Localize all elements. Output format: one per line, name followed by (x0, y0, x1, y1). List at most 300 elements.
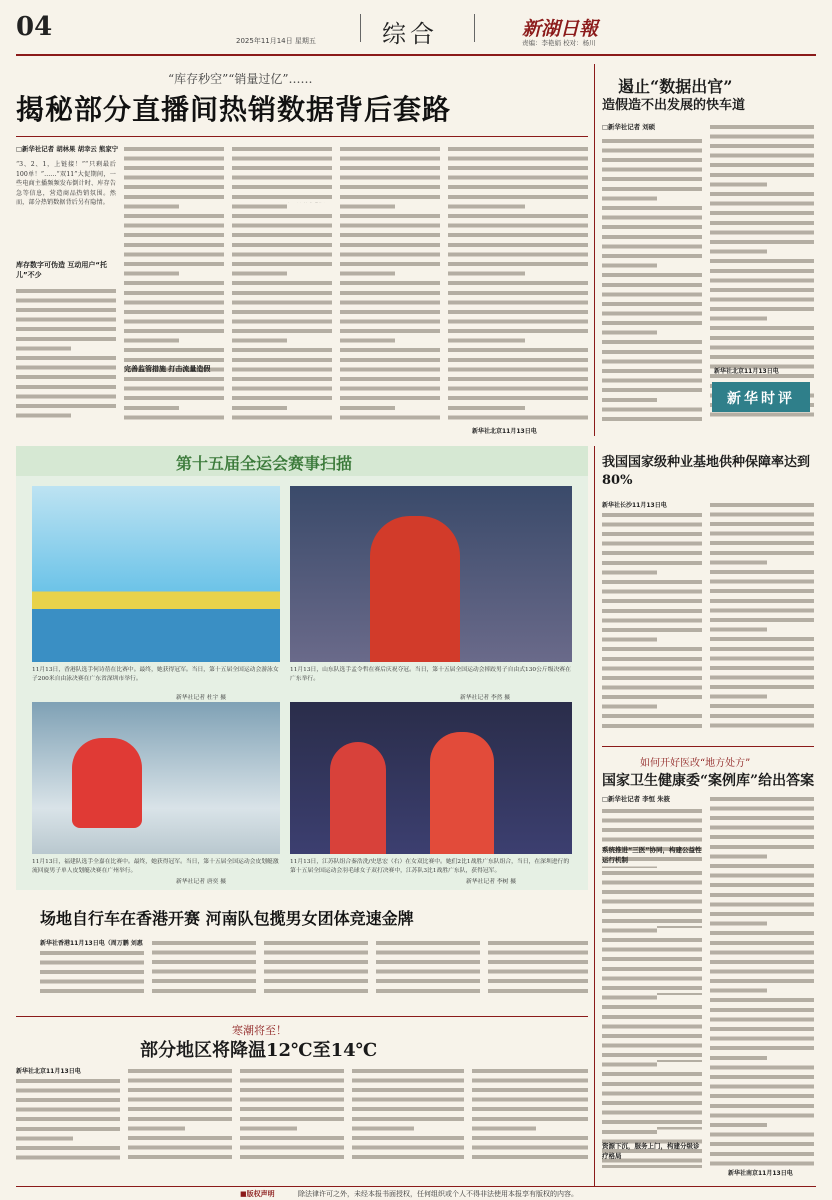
text-line (710, 529, 814, 539)
health-column-2 (710, 794, 814, 1168)
text-line (232, 278, 332, 288)
text-line (602, 616, 702, 626)
text-line (352, 1066, 464, 1076)
text-line (376, 967, 480, 977)
text-line (710, 673, 814, 683)
text-line (124, 403, 179, 413)
lead-kicker: “库存秒空”“销量过亿”…… (168, 72, 313, 86)
text-line (488, 938, 588, 948)
text-line (40, 948, 144, 958)
text-line (16, 401, 116, 411)
text-line (124, 144, 224, 154)
text-line (602, 251, 702, 261)
text-line (124, 384, 224, 394)
text-line (340, 230, 440, 240)
text-line (340, 173, 440, 183)
text-line (448, 269, 525, 279)
text-line (602, 587, 702, 597)
text-line (340, 221, 440, 231)
text-line (124, 317, 224, 327)
photo-badminton (290, 702, 572, 854)
weather-column-3 (240, 1066, 344, 1162)
text-line (710, 343, 814, 353)
text-line (124, 288, 224, 298)
text-line (232, 250, 332, 260)
text-line (602, 1022, 702, 1032)
text-line (448, 173, 588, 183)
text-line (472, 1076, 588, 1086)
text-line (152, 986, 256, 996)
text-line (240, 1104, 344, 1114)
health-headline: 国家卫生健康委“案例库”给出答案 (602, 773, 815, 789)
cycling-dateline: 新华社香港11月13日电（周万鹏 刘惠 (40, 940, 143, 947)
cycling-column-3 (264, 938, 368, 996)
text-line (340, 182, 440, 192)
masthead (0, 0, 832, 52)
text-line (710, 1130, 814, 1140)
editors-line: 责编：李艳娟 校对：杨川 (522, 39, 596, 47)
text-line (710, 644, 814, 654)
text-line (602, 405, 702, 415)
cycling-column-2 (152, 938, 256, 996)
text-line (352, 1124, 414, 1134)
text-line (128, 1066, 232, 1076)
text-line (602, 887, 702, 897)
text-line (602, 328, 657, 338)
text-line (124, 173, 224, 183)
text-line (124, 259, 224, 269)
text-line (448, 230, 588, 240)
text-line (710, 909, 814, 919)
text-line (340, 374, 440, 384)
text-line (240, 1152, 344, 1162)
text-line (124, 393, 224, 403)
text-line (710, 663, 814, 673)
text-line (448, 259, 588, 269)
text-line (710, 1034, 814, 1044)
weather-column-5 (472, 1066, 588, 1162)
text-line (710, 794, 814, 804)
text-line (602, 1089, 702, 1099)
text-line (710, 266, 814, 276)
text-line (488, 976, 588, 986)
text-line (710, 314, 767, 324)
text-line (352, 1114, 464, 1124)
text-line (602, 309, 702, 319)
text-line (232, 317, 332, 327)
text-line (602, 993, 657, 1003)
text-line (602, 203, 702, 213)
text-line (124, 298, 224, 308)
text-line (232, 154, 332, 164)
text-line (602, 721, 702, 731)
photo-caption-3: 11月13日，福建队选手全嘉在比赛中。最终，她获得冠军。当日，第十五届全国运动会皮划艇激流回旋男子单人皮划艇决赛在广州举行。 (32, 859, 279, 874)
text-line (710, 880, 814, 890)
text-line (124, 240, 224, 250)
text-line (232, 413, 332, 423)
photo-credit-2: 新华社记者 李然 摄 (460, 695, 511, 701)
text-line (448, 221, 588, 231)
text-line (264, 986, 368, 996)
text-line (340, 154, 440, 164)
text-line (710, 1149, 814, 1159)
text-line (602, 539, 702, 549)
text-line (710, 606, 814, 616)
text-line (232, 192, 332, 202)
text-line (602, 1012, 702, 1022)
text-line (602, 261, 657, 271)
text-line (340, 163, 440, 173)
text-line (602, 1050, 702, 1060)
text-line (602, 184, 702, 194)
player-figure-right (430, 732, 494, 854)
text-line (710, 538, 814, 548)
text-line (124, 192, 224, 202)
text-line (710, 247, 767, 257)
text-line (710, 256, 814, 266)
text-line (128, 1133, 232, 1143)
text-line (710, 1024, 814, 1034)
text-line (448, 288, 588, 298)
weather-rule (16, 1016, 588, 1017)
text-line (232, 345, 332, 355)
text-line (240, 1066, 344, 1076)
text-line (124, 154, 224, 164)
text-line (16, 1095, 120, 1105)
text-line (710, 1082, 814, 1092)
photo-caption-2: 11月13日，山东队选手孟令哲在赛后庆祝夺冠。当日，第十五届全国运动会摔跤男子自由式130公斤级决赛在广东举行。 (290, 667, 571, 682)
text-line (128, 1143, 232, 1153)
text-line (128, 1085, 232, 1095)
text-line (124, 163, 224, 173)
text-line (710, 682, 814, 692)
text-line (710, 928, 814, 938)
health-kicker: 如何开好医改“地方处方” (640, 758, 751, 769)
text-line (340, 307, 440, 317)
footer (16, 1186, 816, 1200)
text-line (710, 1043, 814, 1053)
text-line (710, 919, 767, 929)
commentary (594, 64, 816, 440)
text-line (602, 1041, 702, 1051)
text-line (352, 1095, 464, 1105)
photo-credit-4: 新华社记者 李树 摄 (466, 879, 517, 885)
text-line (602, 897, 702, 907)
text-line (710, 871, 814, 881)
column-badge (712, 382, 810, 412)
text-line (602, 318, 702, 328)
seed-headline: 我国国家级种业基地供种保障率达到80% (602, 455, 811, 488)
text-line (376, 986, 480, 996)
text-line (602, 692, 702, 702)
text-line (232, 326, 332, 336)
text-line (472, 1133, 588, 1143)
text-line (232, 269, 287, 279)
text-line (16, 353, 116, 363)
lead-column-4 (340, 144, 440, 422)
text-line (448, 326, 588, 336)
text-line (376, 976, 480, 986)
text-line (472, 1095, 588, 1105)
photo-caption-1: 11月13日，香港队选手何诗蓓在比赛中。最终，她获得冠军。当日，第十五届全国运动会游泳女子200米自由泳决赛在广东省深圳市举行。 (32, 667, 279, 682)
weather-kicker: 寒潮将至！ (232, 1024, 287, 1037)
text-line (448, 250, 588, 260)
text-line (340, 393, 440, 403)
text-line (448, 317, 588, 327)
text-line (264, 976, 368, 986)
text-line (448, 192, 588, 202)
text-line (232, 211, 332, 221)
text-line (710, 1015, 814, 1025)
text-line (472, 1114, 588, 1124)
health-dateline-end: 新华社南京11月13日电 (728, 1170, 793, 1177)
text-line (264, 948, 368, 958)
text-line (352, 1152, 464, 1162)
text-line (710, 1005, 814, 1015)
text-line (602, 146, 702, 156)
text-line (232, 307, 332, 317)
lead-story (16, 64, 588, 440)
text-line (710, 654, 814, 664)
text-line (448, 413, 588, 423)
text-line (448, 393, 588, 403)
text-line (340, 259, 440, 269)
text-line (16, 382, 116, 392)
text-line (488, 967, 588, 977)
health-subhead-1: 系统推进“三医”协同，构建公益性运行机制 (602, 846, 702, 864)
text-line (602, 577, 702, 587)
text-line (472, 1104, 588, 1114)
text-line (710, 1120, 767, 1130)
seed-dateline: 新华社长沙11月13日电 (602, 502, 667, 509)
text-line (602, 664, 702, 674)
text-line (602, 835, 702, 845)
text-line (602, 625, 702, 635)
text-line (124, 326, 224, 336)
text-line (352, 1143, 464, 1153)
text-line (710, 1159, 814, 1169)
text-line (602, 290, 702, 300)
text-line (124, 269, 179, 279)
text-line (264, 957, 368, 967)
text-line (710, 634, 814, 644)
text-line (602, 974, 702, 984)
text-line (340, 413, 440, 423)
text-line (352, 1076, 464, 1086)
text-line (710, 938, 814, 948)
page-number: 04 (16, 12, 53, 42)
text-line (16, 296, 116, 306)
text-line (16, 392, 116, 402)
text-line (710, 995, 814, 1005)
text-line (352, 1133, 464, 1143)
text-line (340, 403, 395, 413)
text-line (240, 1124, 297, 1134)
cycling-story (16, 896, 588, 1016)
photo-caption-4: 11月13日，江苏队组合秦浩洗/史思宏（右）在女双比赛中。她们2比1战胜广东队组合，当日，在深圳进行的第十五届全国运动会羽毛球女子双打决赛中，江苏队3比1战胜广东队，获得冠军。 (290, 859, 570, 874)
text-line (602, 242, 702, 252)
footer-label: ■版权声明 (240, 1190, 275, 1198)
text-line (448, 374, 588, 384)
text-line (602, 529, 702, 539)
text-line (710, 586, 814, 596)
text-line (710, 180, 767, 190)
text-line (602, 568, 657, 578)
text-line (40, 958, 144, 968)
text-line (710, 1063, 814, 1073)
text-line (710, 1091, 814, 1101)
commentary-column-1 (602, 136, 702, 424)
text-line (710, 295, 814, 305)
text-line (602, 337, 702, 347)
text-line (152, 967, 256, 977)
text-line (710, 237, 814, 247)
text-line (340, 326, 440, 336)
text-line (602, 299, 702, 309)
text-line (152, 957, 256, 967)
text-line (602, 414, 702, 424)
section-divider-right (474, 14, 475, 42)
lead-column-3 (232, 144, 332, 422)
text-line (352, 1085, 464, 1095)
text-line (232, 365, 332, 375)
text-line (128, 1095, 232, 1105)
text-line (710, 208, 814, 218)
text-line (264, 938, 368, 948)
text-line (710, 323, 814, 333)
seed-story (594, 446, 816, 746)
text-line (40, 977, 144, 987)
text-line (16, 324, 116, 334)
text-line (710, 986, 767, 996)
text-line (710, 151, 814, 161)
text-line (40, 986, 144, 996)
text-line (602, 878, 702, 888)
text-line (16, 1114, 120, 1124)
weather-headline: 部分地区将降温12℃至14℃ (140, 1040, 378, 1061)
text-line (124, 307, 224, 317)
text-line (602, 395, 657, 405)
footer-text: 除法律许可之外，未经本报书面授权，任何组织或个人不得非法使用本报享有版权的内容。 (298, 1190, 578, 1198)
text-line (340, 240, 440, 250)
text-line (710, 577, 814, 587)
text-line (710, 1053, 767, 1063)
text-line (448, 182, 588, 192)
text-line (602, 213, 702, 223)
text-line (710, 558, 767, 568)
text-line (232, 202, 287, 212)
text-line (240, 1114, 344, 1124)
photo-credit-3: 新华社记者 唐奕 摄 (176, 879, 227, 885)
text-line (710, 823, 814, 833)
text-line (710, 900, 814, 910)
text-line (448, 336, 525, 346)
text-line (602, 548, 702, 558)
text-line (448, 278, 588, 288)
text-line (240, 1095, 344, 1105)
text-line (710, 1072, 814, 1082)
text-line (472, 1066, 588, 1076)
text-line (710, 842, 814, 852)
text-line (352, 1104, 464, 1114)
lead-intro: “3、2、1，上链接！”“只剩最后100单！”……“双11”大促期间，一些电商主播频频发布倒计时、库存告急等信息，营造商品热销氛围。然而，部分热销数据背后另有隐情。 (16, 161, 116, 207)
text-line (128, 1114, 232, 1124)
text-line (602, 366, 702, 376)
text-line (16, 334, 116, 344)
text-line (602, 683, 702, 693)
text-line (602, 806, 702, 816)
masthead-rule (16, 54, 816, 56)
text-line (472, 1143, 588, 1153)
text-line (232, 298, 332, 308)
text-line (232, 173, 332, 183)
photo-swimming (32, 486, 280, 662)
text-line (602, 1002, 702, 1012)
text-line (152, 938, 256, 948)
text-line (710, 890, 814, 900)
text-line (124, 211, 224, 221)
text-line (710, 199, 814, 209)
text-line (602, 606, 702, 616)
text-line (340, 288, 440, 298)
text-line (710, 976, 814, 986)
column-name: 新华时评 (727, 391, 795, 407)
text-line (340, 250, 440, 260)
text-line (710, 804, 814, 814)
text-line (340, 269, 395, 279)
text-line (232, 163, 332, 173)
text-line (602, 916, 702, 926)
weather-story (16, 1016, 588, 1184)
canoeist-figure (72, 738, 142, 828)
text-line (16, 286, 116, 296)
text-line (602, 357, 702, 367)
text-line (602, 155, 702, 165)
text-line (710, 141, 814, 151)
text-line (710, 132, 814, 142)
text-line (16, 1086, 120, 1096)
text-line (232, 374, 332, 384)
text-line (602, 280, 702, 290)
text-line (340, 317, 440, 327)
text-line (16, 1134, 73, 1144)
text-line (232, 182, 332, 192)
text-line (710, 189, 814, 199)
seed-column-1 (602, 510, 702, 731)
text-line (16, 344, 71, 354)
text-line (602, 136, 702, 146)
lead-column-1 (16, 286, 116, 420)
text-line (710, 500, 814, 510)
lead-rule (16, 136, 588, 137)
text-line (602, 1031, 702, 1041)
text-line (602, 194, 657, 204)
text-line (710, 1111, 814, 1121)
commentary-dateline-end: 新华社北京11月13日电 (714, 368, 779, 375)
text-line (232, 336, 287, 346)
text-line (340, 211, 440, 221)
text-line (710, 948, 814, 958)
text-line (232, 221, 332, 231)
cycling-column-1 (40, 948, 144, 996)
lead-headline: 揭秘部分直播间热销数据背后套路 (16, 93, 452, 126)
text-line (232, 393, 332, 403)
banner-title: 第十五届全运会赛事扫描 (176, 454, 353, 473)
text-line (340, 278, 440, 288)
text-line (710, 957, 814, 967)
text-line (16, 1105, 120, 1115)
text-line (602, 644, 702, 654)
